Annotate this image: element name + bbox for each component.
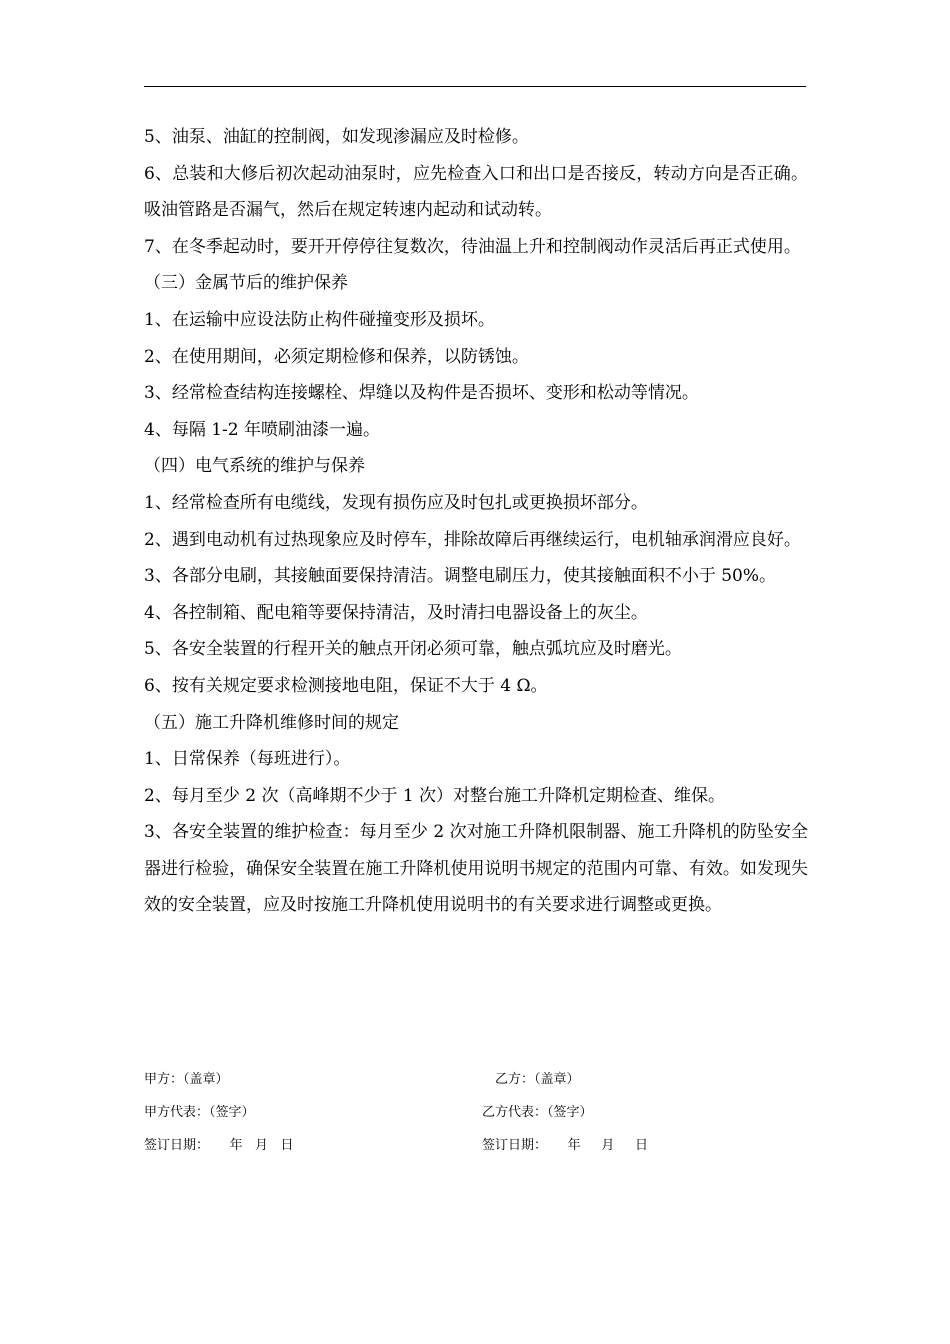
paragraph: 3、经常检查结构连接螺栓、焊缝以及构件是否损坏、变形和松动等情况。 <box>144 383 699 404</box>
paragraph: 6、总装和大修后初次起动油泵时，应先检查入口和出口是否接反，转动方向是否正确。吸油管路是否漏气，然后在规定转速内起动和试动转。 <box>144 163 808 221</box>
section-heading: （四）电气系统的维护与保养 <box>144 456 365 477</box>
paragraph: 2、在使用期间，必须定期检修和保养，以防锈蚀。 <box>144 346 529 367</box>
paragraph: 1、经常检查所有电缆线，发现有损伤应及时包扎或更换损坏部分。 <box>144 492 648 513</box>
paragraph: 3、各部分电刷，其接触面要保持清洁。调整电刷压力，使其接触面积不小于 50%。 <box>144 566 777 587</box>
paragraph: 4、每隔 1-2 年喷刷油漆一遍。 <box>144 419 380 440</box>
party-b-seal-label: 乙方：（盖章） <box>495 1072 580 1087</box>
section-heading: （三）金属节后的维护保养 <box>144 273 348 294</box>
paragraph: 2、每月至少 2 次（高峰期不少于 1 次）对整台施工升降机定期检查、维保。 <box>144 785 726 806</box>
paragraph: 1、日常保养（每班进行）。 <box>144 749 351 770</box>
paragraph: 4、各控制箱、配电箱等要保持清洁，及时清扫电器设备上的灰尘。 <box>144 602 648 623</box>
party-b-sign-date: 签订日期： 年 月 日 <box>482 1138 648 1153</box>
paragraph: 2、遇到电动机有过热现象应及时停车，排除故障后再继续运行，电机轴承润滑应良好。 <box>144 529 801 550</box>
paragraph: 5、各安全装置的行程开关的触点开闭必须可靠，触点弧坑应及时磨光。 <box>144 639 682 660</box>
party-a-seal-label: 甲方：（盖章） <box>144 1072 229 1087</box>
paragraph: 6、按有关规定要求检测接地电阻，保证不大于 4 Ω。 <box>144 675 548 696</box>
section-heading: （五）施工升降机维修时间的规定 <box>144 712 399 733</box>
document-body <box>144 119 808 924</box>
paragraph: 1、在运输中应设法防止构件碰撞变形及损坏。 <box>144 309 495 330</box>
paragraph: 5、油泵、油缸的控制阀，如发现渗漏应及时检修。 <box>144 127 529 147</box>
paragraph: 3、各安全装置的维护检查：每月至少 2 次对施工升降机限制器、施工升降机的防坠安全器进行检验，确保安全装置在施工升降机使用说明书规定的范围内可靠、有效。如发现失效的安全装置，应及时按施工升降机使用说明书的有关要求进行调整或更换。 <box>144 822 808 916</box>
party-b-representative-label: 乙方代表：（签字） <box>482 1105 593 1120</box>
party-a-sign-date: 签订日期： 年 月 日 <box>144 1138 294 1153</box>
header-rule <box>144 86 806 87</box>
party-a-representative-label: 甲方代表：（签字） <box>144 1105 255 1120</box>
paragraph: 7、在冬季起动时，要开开停停往复数次，待油温上升和控制阀动作灵活后再正式使用。 <box>144 236 801 257</box>
